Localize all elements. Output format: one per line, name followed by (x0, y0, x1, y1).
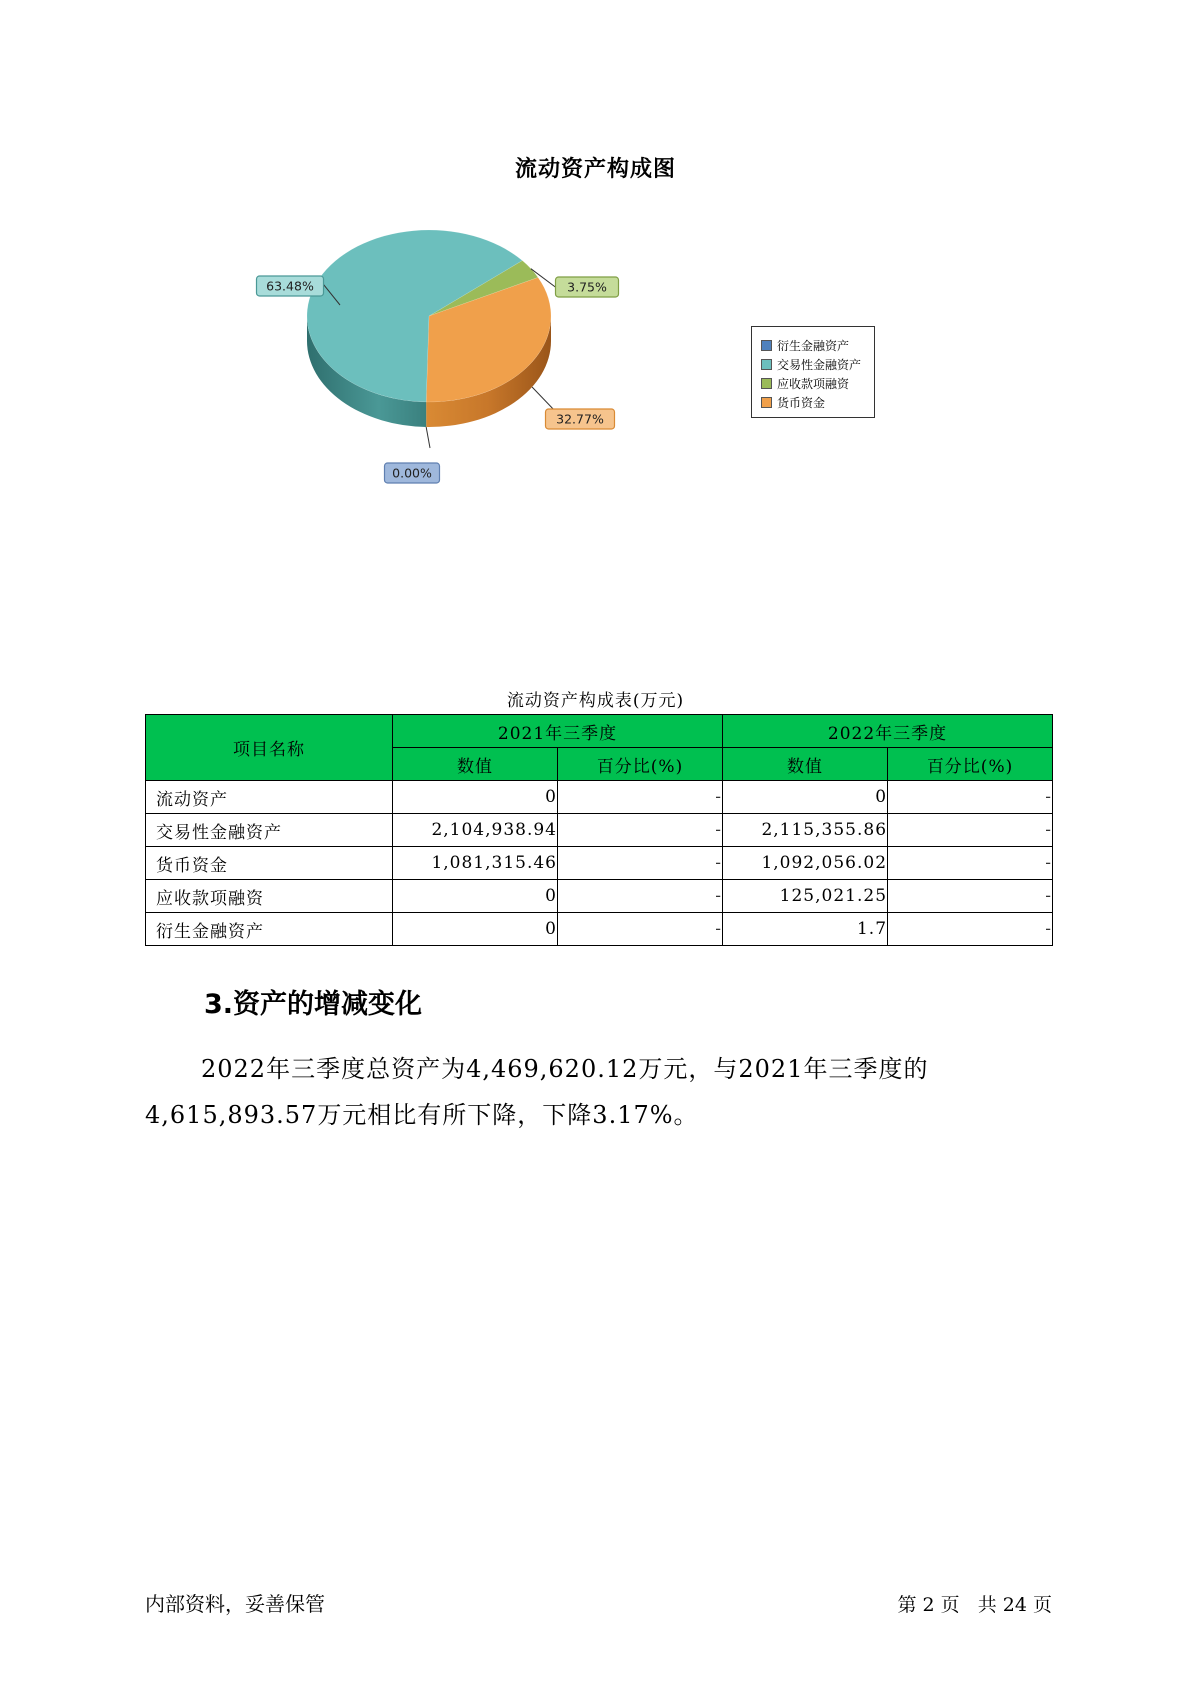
header-value: 数值 (723, 748, 888, 781)
legend-item-trading (761, 356, 874, 375)
row-name: 交易性金融资产 (146, 814, 393, 847)
pie-label-leader (426, 427, 430, 448)
legend-label: 货币资金 (777, 396, 826, 410)
table-row (146, 781, 1053, 814)
row-percent-2021: - (558, 814, 723, 847)
pie-label-text: 63.48% (266, 278, 314, 294)
row-value-2022: 1.7 (723, 913, 888, 946)
table-row (146, 814, 1053, 847)
footer-confidential-note: 内部资料，妥善保管 (145, 1592, 325, 1616)
pie-chart (0, 0, 1191, 520)
legend-item-derivative (761, 337, 874, 356)
header-percent: 百分比(%) (888, 748, 1053, 781)
row-name: 流动资产 (146, 781, 393, 814)
row-value-2022: 2,115,355.86 (723, 814, 888, 847)
legend-swatch (761, 359, 772, 370)
chart-legend (751, 326, 875, 418)
row-percent-2022: - (888, 847, 1053, 880)
pie-label-text: 32.77% (556, 411, 604, 427)
legend-label: 交易性金融资产 (777, 358, 862, 372)
legend-label: 应收款项融资 (777, 377, 850, 391)
table-row (146, 847, 1053, 880)
current-assets-table (145, 714, 1053, 946)
legend-label: 衍生金融资产 (777, 339, 850, 353)
legend-item-receivables (761, 375, 874, 394)
row-percent-2021: - (558, 880, 723, 913)
table-row (146, 913, 1053, 946)
pie-label-text: 3.75% (567, 279, 607, 295)
row-percent-2021: - (558, 913, 723, 946)
row-percent-2021: - (558, 847, 723, 880)
row-value-2022: 125,021.25 (723, 880, 888, 913)
pie-label-text: 0.00% (392, 465, 432, 481)
row-value-2022: 1,092,056.02 (723, 847, 888, 880)
pie-slices (307, 230, 551, 402)
footer-page-number: 第 2 页 共 24 页 (897, 1594, 1052, 1616)
header-period-2021: 2021年三季度 (393, 715, 723, 748)
section-heading: 3.资产的增减变化 (204, 989, 423, 1020)
pie-label-leader (532, 387, 556, 412)
row-percent-2021: - (558, 781, 723, 814)
legend-swatch (761, 340, 772, 351)
header-period-2022: 2022年三季度 (723, 715, 1053, 748)
row-value-2021: 2,104,938.94 (393, 814, 558, 847)
row-value-2022: 0 (723, 781, 888, 814)
row-percent-2022: - (888, 781, 1053, 814)
row-value-2021: 1,081,315.46 (393, 847, 558, 880)
row-value-2021: 0 (393, 913, 558, 946)
section-paragraph: 2022年三季度总资产为4,469,620.12万元，与2021年三季度的4,615,893.57万元相比有所下降，下降3.17%。 (145, 1055, 929, 1129)
header-item-name: 项目名称 (146, 715, 393, 781)
row-name: 应收款项融资 (146, 880, 393, 913)
legend-swatch (761, 378, 772, 389)
row-value-2021: 0 (393, 880, 558, 913)
row-percent-2022: - (888, 880, 1053, 913)
table-caption: 流动资产构成表(万元) (506, 691, 685, 711)
table-row (146, 880, 1053, 913)
legend-swatch (761, 397, 772, 408)
chart-title: 流动资产构成图 (514, 157, 676, 182)
row-percent-2022: - (888, 913, 1053, 946)
row-value-2021: 0 (393, 781, 558, 814)
row-name: 货币资金 (146, 847, 393, 880)
row-name: 衍生金融资产 (146, 913, 393, 946)
legend-item-cash (761, 394, 874, 413)
header-percent: 百分比(%) (558, 748, 723, 781)
row-percent-2022: - (888, 814, 1053, 847)
header-value: 数值 (393, 748, 558, 781)
